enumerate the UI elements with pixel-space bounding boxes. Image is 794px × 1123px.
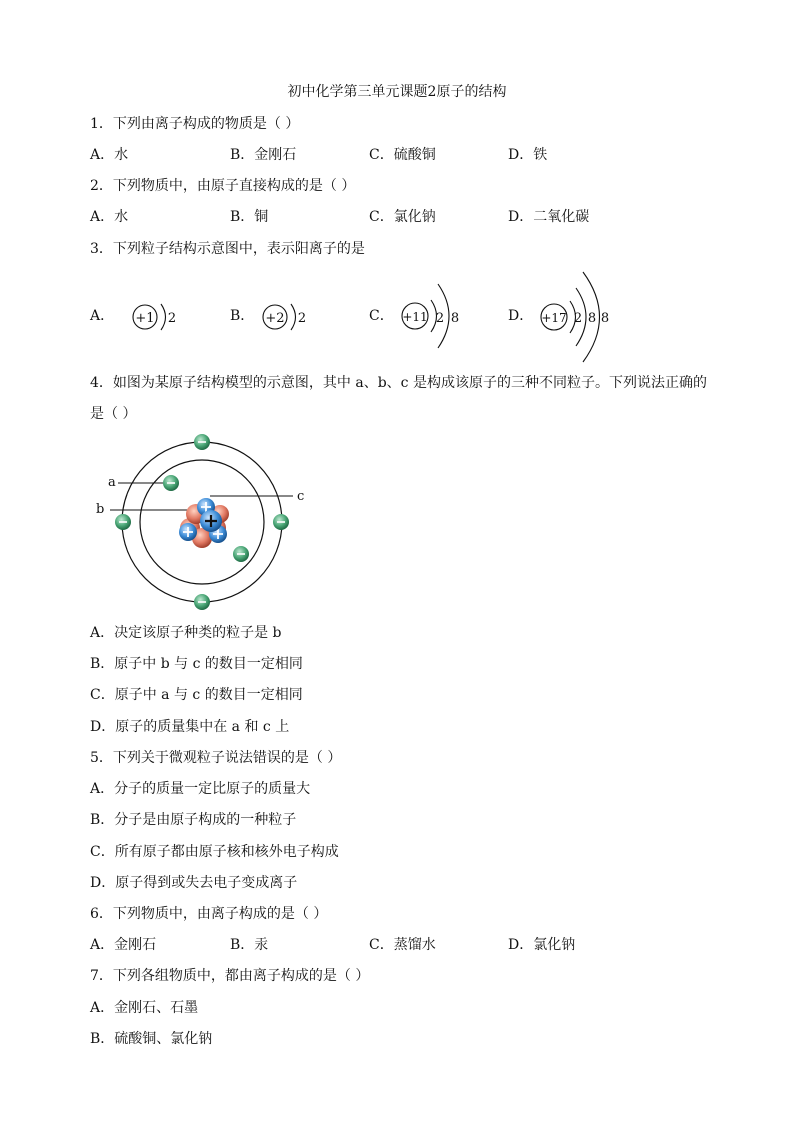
question-2-option-d: D．二氧化碳 xyxy=(508,209,590,225)
diagram-b-shell-1-electrons: 2 xyxy=(297,311,307,326)
question-5-option-d: D．原子得到或失去电子变成离子 xyxy=(90,875,298,891)
diagram-d-shell-2-electrons: 8 xyxy=(587,311,597,326)
question-4-option-d: D．原子的质量集中在 a 和 c 上 xyxy=(90,719,290,735)
page-title: 初中化学第三单元课题2原子的结构 xyxy=(287,84,507,100)
question-3-option-b: B． xyxy=(230,308,255,324)
proton xyxy=(200,510,222,532)
label-b: b xyxy=(96,502,105,517)
electron xyxy=(163,475,179,491)
label-c: c xyxy=(297,489,305,504)
question-6-stem: 6．下列物质中，由离子构成的是（ ） xyxy=(90,906,328,922)
question-5-option-a: A．分子的质量一定比原子的质量大 xyxy=(90,781,311,797)
question-6-option-d: D．氯化钠 xyxy=(508,937,576,953)
question-4-option-b: B．原子中 b 与 c 的数目一定相同 xyxy=(90,656,303,672)
ion-structure-diagrams xyxy=(0,260,794,370)
diagram-a-nucleus-charge: +1 xyxy=(135,311,155,326)
question-2-stem: 2．下列物质中，由原子直接构成的是（ ） xyxy=(90,178,356,194)
question-6-option-b: B．汞 xyxy=(230,937,269,953)
label-a: a xyxy=(108,475,116,490)
electron xyxy=(115,514,131,530)
question-1-option-b: B．金刚石 xyxy=(230,147,297,163)
diagram-c-nucleus-charge: +11 xyxy=(402,310,428,324)
question-2-option-b: B．铜 xyxy=(230,209,269,225)
question-5-stem: 5．下列关于微观粒子说法错误的是（ ） xyxy=(90,750,342,766)
diagram-c-shell-2-electrons: 8 xyxy=(450,311,460,326)
question-3-option-c: C． xyxy=(369,308,394,324)
diagram-a-shell-1-electrons: 2 xyxy=(167,311,177,326)
question-3-option-d: D． xyxy=(508,308,534,324)
electron xyxy=(273,514,289,530)
question-7-option-b: B．硫酸铜、氯化钠 xyxy=(90,1031,213,1047)
question-1-option-a: A．水 xyxy=(90,147,129,163)
question-1-stem: 1．下列由离子构成的物质是（ ） xyxy=(90,116,300,132)
question-2-option-a: A．水 xyxy=(90,209,129,225)
question-6-option-c: C．蒸馏水 xyxy=(369,937,436,953)
question-4-option-c: C．原子中 a 与 c 的数目一定相同 xyxy=(90,687,303,703)
question-4-option-a: A．决定该原子种类的粒子是 b xyxy=(90,625,282,641)
question-4-stem-line-1: 4．如图为某原子结构模型的示意图，其中 a、b、c 是构成该原子的三种不同粒子。下列说法正确的 xyxy=(90,375,707,391)
question-1-option-d: D．铁 xyxy=(508,147,548,163)
question-4-stem-line-2: 是（ ） xyxy=(90,406,137,422)
electron xyxy=(233,546,249,562)
diagram-b-shell-1 xyxy=(291,304,296,330)
question-6-option-a: A．金刚石 xyxy=(90,937,157,953)
diagram-a-shell-1 xyxy=(161,304,166,330)
question-2-option-c: C．氯化钠 xyxy=(369,209,436,225)
question-3-option-a: A． xyxy=(90,308,115,324)
nucleus xyxy=(179,498,229,548)
diagram-d-shell-3-electrons: 8 xyxy=(600,311,610,326)
diagram-d-shell-1-electrons: 2 xyxy=(573,311,583,326)
atom-model-figure xyxy=(88,428,318,614)
diagram-b-nucleus-charge: +2 xyxy=(265,311,285,326)
question-7-option-a: A．金刚石、石墨 xyxy=(90,1000,199,1016)
question-3-stem: 3．下列粒子结构示意图中，表示阳离子的是 xyxy=(90,241,365,257)
diagram-c-shell-1-electrons: 2 xyxy=(435,311,445,326)
question-5-option-b: B．分子是由原子构成的一种粒子 xyxy=(90,812,297,828)
electron xyxy=(194,594,210,610)
question-1-option-c: C．硫酸铜 xyxy=(369,147,436,163)
question-7-stem: 7．下列各组物质中，都由离子构成的是（ ） xyxy=(90,968,370,984)
proton xyxy=(179,523,197,541)
electron xyxy=(194,434,210,450)
question-5-option-c: C．所有原子都由原子核和核外电子构成 xyxy=(90,844,339,860)
diagram-d-nucleus-charge: +17 xyxy=(541,311,567,325)
